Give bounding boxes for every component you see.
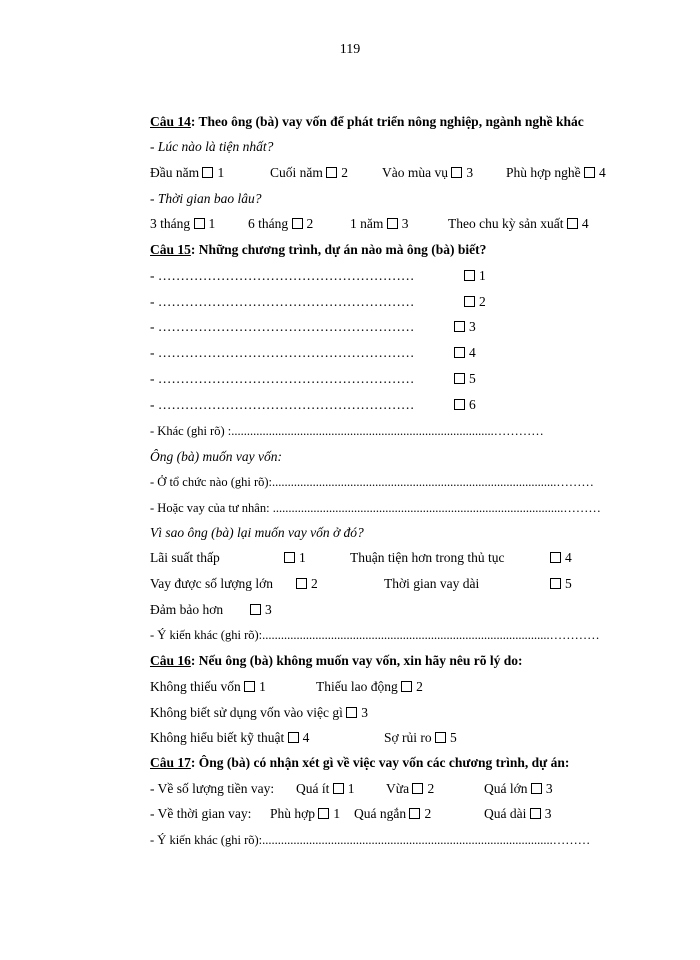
checkbox-icon[interactable]	[550, 578, 561, 589]
checkbox-icon[interactable]	[412, 783, 423, 794]
q14-title: : Theo ông (bà) vay vốn để phát triển nông nghiệp, ngành nghề khác	[190, 114, 584, 129]
q16-row2: Không biết sử dụng vốn vào việc gì 3	[150, 705, 369, 720]
option: 3 tháng 1	[150, 216, 216, 231]
checkbox-icon[interactable]	[194, 218, 205, 229]
q15-heading	[150, 240, 486, 260]
checkbox-icon[interactable]	[202, 167, 213, 178]
q16-row1: Không thiếu vốn 1 Thiếu lao động 2	[150, 679, 423, 694]
checkbox-icon[interactable]	[584, 167, 595, 178]
checkbox-icon[interactable]	[550, 552, 561, 563]
q17-amount-row: - Về số lượng tiền vay: Quá ít 1 Vừa 2 Quá lớn 3	[150, 781, 553, 796]
q15-want-title: Ông (bà) muốn vay vốn:	[150, 449, 282, 464]
q15-item: - ………………………………………………… 5	[150, 371, 476, 386]
q15-label: Câu 15	[150, 242, 191, 257]
q15-title: : Những chương trình, dự án nào mà ông (bà) biết?	[190, 242, 487, 257]
q16-title: : Nếu ông (bà) không muốn vay vốn, xin hãy nêu rõ lý do:	[190, 653, 523, 668]
checkbox-icon[interactable]	[288, 732, 299, 743]
checkbox-icon[interactable]	[326, 167, 337, 178]
checkbox-icon[interactable]	[530, 808, 541, 819]
q15-item: - ………………………………………………… 1	[150, 268, 486, 283]
checkbox-icon[interactable]	[454, 373, 465, 384]
q17-opinion-field[interactable]: - Ý kiến khác (ghi rõ):.............................................................................................………	[150, 833, 591, 847]
checkbox-icon[interactable]	[454, 321, 465, 332]
q15-reasons-row1: Lãi suất thấp 1 Thuận tiện hơn trong thủ tục 4	[150, 550, 572, 565]
q14-label: Câu 14	[150, 114, 191, 129]
q15-opinion-field[interactable]: - Ý kiến khác (ghi rõ):............................................................................................…………	[150, 628, 600, 642]
q15-why-title: Vì sao ông (bà) lại muốn vay vốn ở đó?	[150, 525, 364, 540]
checkbox-icon[interactable]	[284, 552, 295, 563]
option: Cuối năm 2	[270, 165, 348, 180]
checkbox-icon[interactable]	[531, 783, 542, 794]
q15-reasons-row2: Vay được số lượng lớn 2 Thời gian vay dài 5	[150, 576, 572, 591]
q14-sub-when: - Lúc nào là tiện nhất?	[150, 139, 274, 154]
checkbox-icon[interactable]	[464, 296, 475, 307]
option: Đầu năm 1	[150, 165, 225, 180]
q16-heading	[150, 651, 522, 671]
checkbox-icon[interactable]	[244, 681, 255, 692]
q14-heading	[150, 112, 584, 132]
checkbox-icon[interactable]	[454, 399, 465, 410]
q15-other-field[interactable]: - Khác (ghi rõ) :....................................................................................…………	[150, 424, 544, 438]
option: Vào mùa vụ 3	[382, 165, 474, 180]
q15-item: - ………………………………………………… 2	[150, 294, 486, 309]
q15-private-field[interactable]: - Hoặc vay của tư nhân: .............................................................................................………	[150, 501, 601, 515]
checkbox-icon[interactable]	[401, 681, 412, 692]
checkbox-icon[interactable]	[387, 218, 398, 229]
checkbox-icon[interactable]	[250, 604, 261, 615]
q15-reasons-row3: Đảm bảo hơn 3	[150, 602, 272, 617]
q16-row3: Không hiểu biết kỹ thuật 4 Sợ rủi ro 5	[150, 730, 457, 745]
checkbox-icon[interactable]	[451, 167, 462, 178]
page-number: 119	[339, 42, 361, 57]
q15-item: - ………………………………………………… 4	[150, 345, 476, 360]
q14-when-options	[150, 163, 650, 183]
checkbox-icon[interactable]	[567, 218, 578, 229]
option: 1 năm 3	[350, 216, 409, 231]
q15-item: - ………………………………………………… 3	[150, 319, 476, 334]
q17-time-row: - Về thời gian vay: Phù hợp 1 Quá ngắn 2 Quá dài 3	[150, 806, 552, 821]
checkbox-icon[interactable]	[292, 218, 303, 229]
q17-title: : Ông (bà) có nhận xét gì về việc vay vốn các chương trình, dự án:	[190, 755, 570, 770]
checkbox-icon[interactable]	[464, 270, 475, 281]
q17-heading	[150, 753, 569, 773]
checkbox-icon[interactable]	[454, 347, 465, 358]
q14-sub-duration: - Thời gian bao lâu?	[150, 191, 262, 206]
checkbox-icon[interactable]	[333, 783, 344, 794]
checkbox-icon[interactable]	[435, 732, 446, 743]
option: Theo chu kỳ sản xuất 4	[448, 216, 589, 231]
option: Phù hợp nghề 4	[506, 165, 606, 180]
q15-org-field[interactable]: - Ở tổ chức nào (ghi rõ):...........................................................................................………	[150, 475, 594, 489]
checkbox-icon[interactable]	[296, 578, 307, 589]
checkbox-icon[interactable]	[346, 707, 357, 718]
q14-duration-options	[150, 214, 650, 234]
checkbox-icon[interactable]	[318, 808, 329, 819]
q15-item: - ………………………………………………… 6	[150, 397, 476, 412]
q16-label: Câu 16	[150, 653, 191, 668]
option: 6 tháng 2	[248, 216, 314, 231]
checkbox-icon[interactable]	[409, 808, 420, 819]
q17-label: Câu 17	[150, 755, 191, 770]
